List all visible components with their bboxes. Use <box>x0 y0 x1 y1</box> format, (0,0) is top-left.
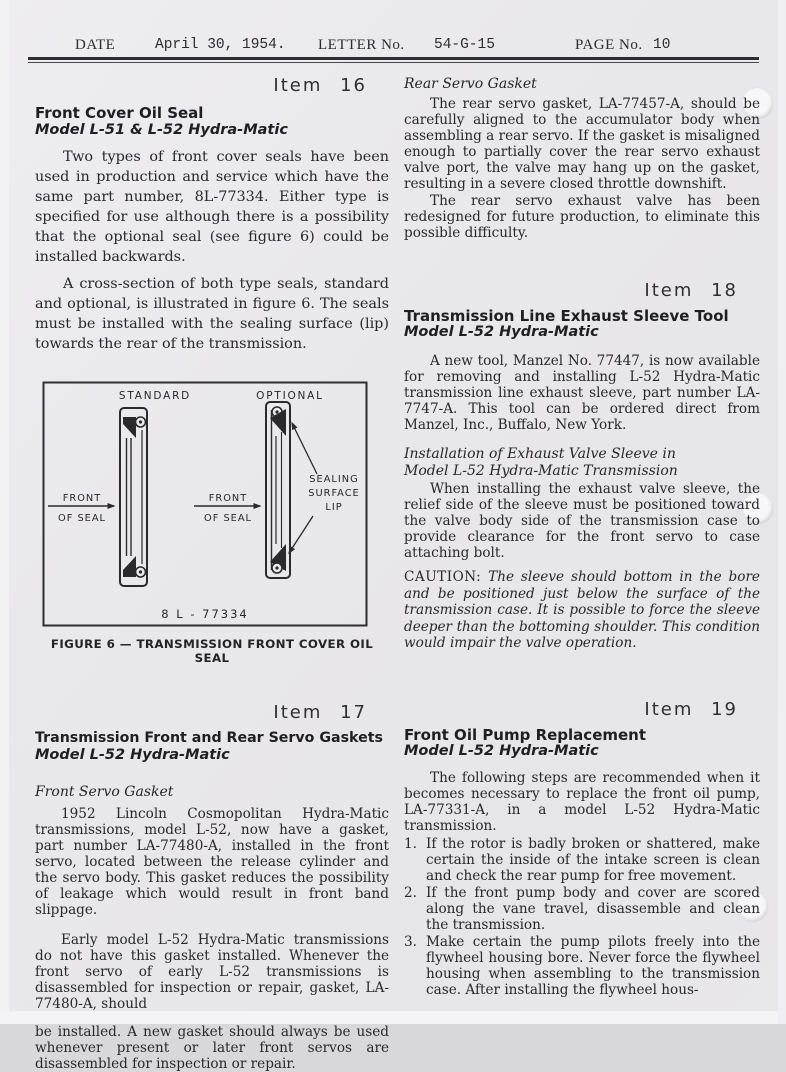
scan-edge-right <box>778 0 786 1024</box>
item-16-paragraph: A cross-section of both type seals, standard and optional, is illustrated in figure 6. The seals must be installed with the sealing surface (lip) towards the rear of the transmission. <box>35 276 389 353</box>
item-16-subtitle: Model L-51 & L-52 Hydra-Matic <box>35 121 288 138</box>
list-item <box>404 836 760 884</box>
figure-6 <box>42 381 374 666</box>
caution-label: CAUTION: <box>404 569 482 586</box>
front-servo-gasket-subheading: Front Servo Gasket <box>35 784 174 801</box>
figure-6-caption: FIGURE 6 — TRANSMISSION FRONT COVER OIL SEAL <box>50 637 374 666</box>
lip-label: LIP <box>325 502 343 514</box>
front-label: FRONT <box>62 493 102 505</box>
date-label: DATE <box>75 37 116 53</box>
item-17-title: Transmission Front and Rear Servo Gaskets <box>35 730 383 747</box>
caution-paragraph <box>404 569 760 652</box>
of-seal-label: OF SEAL <box>57 513 107 525</box>
standard-seal-drawing <box>120 408 147 586</box>
item-16-title: Front Cover Oil Seal <box>35 104 204 122</box>
figure-part-number: 8 L - 77334 <box>161 607 249 622</box>
page-header <box>0 37 786 59</box>
item-19-steps <box>404 836 760 998</box>
front-label: FRONT <box>208 493 248 505</box>
right-column <box>404 70 760 998</box>
of-seal-label: OF SEAL <box>203 513 253 525</box>
item-17-paragraph: Early model L-52 Hydra-Matic transmissions do not have this gasket installed. Whenever the front servo of early L-52 transmissions is disassembled for inspection or repair, gasket, LA-77480-A, should <box>35 931 389 1012</box>
letter-number-value: 54-G-15 <box>434 37 495 53</box>
rear-servo-paragraph: The rear servo gasket, LA-77457-A, should be carefully aligned to the accumulator body when assembling a rear servo. If the gasket is misaligned enough to partially cover the rear servo exhaust valve port, the valve may hang up on the gasket, resulting in a severe closed throttle downshift. <box>404 95 760 192</box>
list-item <box>404 885 760 933</box>
list-item <box>404 934 760 998</box>
front-of-seal-arrow-left <box>48 493 114 524</box>
rear-servo-gasket-subheading: Rear Servo Gasket <box>404 76 537 92</box>
installation-subheading-line2: Model L-52 Hydra-Matic Transmission <box>404 462 678 479</box>
front-of-seal-arrow-right <box>194 493 260 524</box>
rear-servo-paragraph: The rear servo exhaust valve has been redesigned for future production, to eliminate this possible difficulty. <box>404 192 760 241</box>
surface-label: SURFACE <box>308 488 360 500</box>
item-19-label: Item 19 <box>644 698 738 720</box>
left-column <box>35 70 389 1072</box>
item-17-subtitle: Model L-52 Hydra-Matic <box>35 747 230 764</box>
item-19-subtitle: Model L-52 Hydra-Matic <box>404 743 599 760</box>
installation-subheading <box>404 446 760 479</box>
item-19-paragraph: The following steps are recommended when it becomes necessary to replace the front oil pump, LA-77331-A, in a model L-52 Hydra-Matic transmission. <box>404 769 760 834</box>
header-rule-heavy <box>28 57 759 60</box>
step-text: Make certain the pump pilots freely into the flywheel housing bore. Never force the flywheel housing when assembling to the transmission case. After installing the flywheel hous- <box>426 933 760 998</box>
item-16-paragraph: Two types of front cover seals have been used in production and service which have the same part number, 8L-77334. Either type is specified for use although there is a possibility that the optional seal (see figure 6) could be installed backwards. <box>35 149 389 266</box>
letter-number-label: LETTER No. <box>318 37 405 53</box>
page-number-value: 10 <box>653 37 671 53</box>
sealing-label: SEALING <box>309 474 359 486</box>
seal-cross-section-diagram <box>42 381 368 627</box>
item-17-paragraph: 1952 Lincoln Cosmopolitan Hydra-Matic transmissions, model L-52, now have a gasket, part number LA-77480-A, installed in the front servo, located between the release cylinder and the servo body. This gasket reduces the possibility of leakage which would result in front band slippage. <box>35 805 389 918</box>
step-number: 1. <box>404 835 417 852</box>
step-number: 2. <box>404 884 417 901</box>
sealing-surface-lip-callout <box>289 423 360 553</box>
date-value: April 30, 1954. <box>155 37 286 53</box>
step-text: If the rotor is badly broken or shattered, make certain the inside of the intake screen is clean and check the rear pump for free movement. <box>426 835 760 884</box>
step-text: If the front pump body and cover are scored along the vane travel, disassemble and clean the transmission. <box>426 884 760 933</box>
caution-text: The sleeve should bottom in the bore and be positioned just below the surface of the transmission case. It is possible to force the sleeve deeper than the bottoming shoulder. This condition would impair the valve operation. <box>404 569 760 652</box>
item-18-subtitle: Model L-52 Hydra-Matic <box>404 324 599 341</box>
item-18-paragraph: When installing the exhaust valve sleeve, the relief side of the sleeve must be positioned toward the valve body side of the transmission case to provide clearance for the front servo to case attaching bolt. <box>404 481 760 562</box>
header-rule-light <box>28 62 759 63</box>
item-18-label: Item 18 <box>644 279 738 301</box>
optional-seal-drawing <box>266 402 290 578</box>
installation-subheading-line1: Installation of Exhaust Valve Sleeve in <box>404 445 676 462</box>
optional-label: OPTIONAL <box>256 390 324 403</box>
standard-label: STANDARD <box>118 390 192 403</box>
item-18-title: Transmission Line Exhaust Sleeve Tool <box>404 306 729 325</box>
scan-edge-left <box>0 0 9 1024</box>
item-16-label: Item 16 <box>273 75 367 96</box>
item-18-paragraph: A new tool, Manzel No. 77447, is now available for removing and installing L-52 Hydra-Matic transmission line exhaust sleeve, part number LA-7747-A. This tool can be ordered direct from Manzel, Inc., Buffalo, New York. <box>404 352 760 433</box>
step-number: 3. <box>404 933 417 950</box>
figure-frame <box>44 383 367 626</box>
item-19-title: Front Oil Pump Replacement <box>404 725 647 744</box>
page-number-label: PAGE No. <box>575 37 643 53</box>
item-17-label: Item 17 <box>273 702 367 724</box>
item-17-paragraph: be installed. A new gasket should always be used whenever present or later front servos are disassembled for inspection or repair. <box>35 1023 389 1072</box>
